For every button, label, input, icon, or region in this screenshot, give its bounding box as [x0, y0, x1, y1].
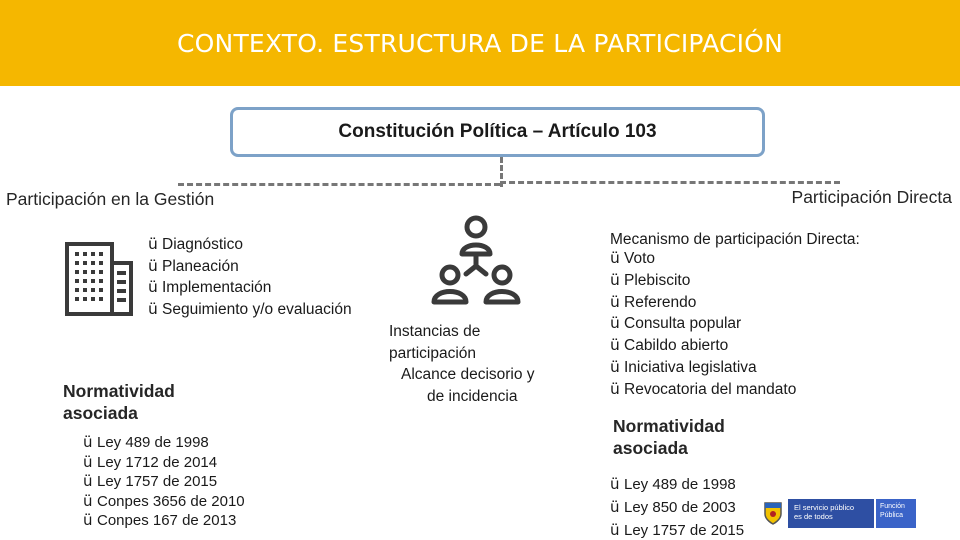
mechanism-title: Mecanismo de participación Directa: — [610, 231, 860, 248]
list-item: ü Seguimiento y/o evaluación — [148, 299, 352, 318]
colombia-seal-icon — [762, 500, 784, 526]
list-item: ü Plebiscito — [610, 270, 691, 289]
list-item: ü Ley 850 de 2003 — [610, 498, 736, 516]
people-network-icon — [428, 212, 524, 308]
list-item: ü Conpes 3656 de 2010 — [83, 491, 245, 510]
connector-left — [178, 183, 500, 186]
servicio-publico-logo: El servicio público es de todos — [788, 499, 874, 528]
mechanisms-list — [610, 248, 796, 401]
building-icon — [64, 241, 134, 317]
list-item: ü Conpes 167 de 2013 — [83, 511, 237, 529]
laws-right-list — [610, 473, 744, 540]
list-item: ü Revocatoria del mandato — [610, 379, 797, 398]
gestion-stages-list — [148, 234, 352, 320]
laws-left-list — [83, 433, 245, 531]
list-item: ü Cabildo abierto — [610, 336, 729, 355]
constitution-label: Constitución Política – Artículo 103 — [338, 121, 657, 142]
list-item: ü Ley 489 de 1998 — [610, 475, 736, 493]
normatividad-right-title: Normatividad asociada — [613, 416, 725, 458]
heading-gestion: Participación en la Gestión — [6, 189, 215, 209]
list-item: ü Diagnóstico — [148, 235, 243, 253]
list-item: ü Voto — [610, 249, 656, 267]
list-item: ü Ley 1757 de 2015 — [610, 521, 745, 539]
slide-title: CONTEXTO. ESTRUCTURA DE LA PARTICIPACIÓN — [177, 28, 783, 58]
list-item: ü Implementación — [148, 278, 272, 296]
normatividad-left-title: Normatividad asociada — [63, 381, 175, 423]
list-item: ü Consulta popular — [610, 314, 742, 333]
list-item: ü Referendo — [610, 292, 697, 311]
list-item: ü Iniciativa legislativa — [610, 357, 757, 376]
list-item: ü Ley 1757 de 2015 — [83, 472, 218, 490]
heading-directa: Participación Directa — [791, 187, 952, 207]
list-item: ü Ley 1712 de 2014 — [83, 452, 218, 471]
instancias-text: Instancias de participación Alcance decisorio y de incidencia — [389, 323, 535, 405]
title-banner — [0, 0, 960, 86]
list-item: ü Planeación — [148, 256, 239, 275]
connector-right — [500, 181, 840, 184]
constitution-box — [230, 107, 765, 157]
funcion-publica-logo: Función Pública — [876, 499, 916, 528]
list-item: ü Ley 489 de 1998 — [83, 433, 209, 451]
